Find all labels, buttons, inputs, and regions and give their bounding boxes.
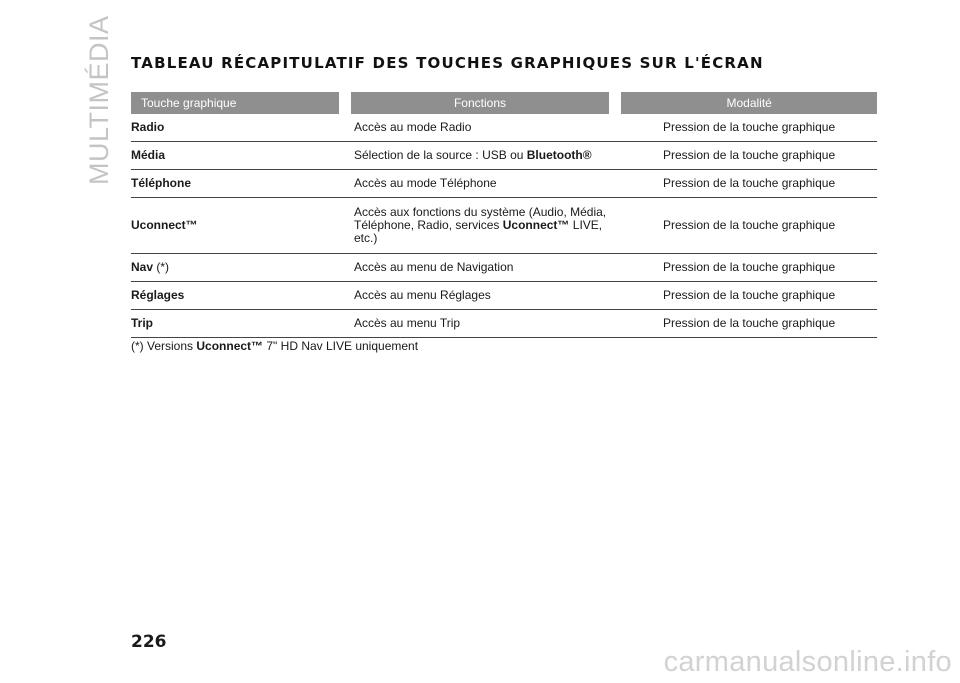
function-cell bbox=[354, 317, 663, 330]
function-bold: Bluetooth® bbox=[526, 148, 592, 162]
function-cell bbox=[354, 289, 663, 302]
footnote-suffix: 7" HD Nav LIVE uniquement bbox=[263, 339, 419, 353]
page-title: TABLEAU RÉCAPITULATIF DES TOUCHES GRAPHIQUES SUR L'ÉCRAN bbox=[131, 54, 764, 72]
modality-cell: Pression de la touche graphique bbox=[663, 316, 836, 330]
footnote bbox=[131, 339, 418, 353]
function-cell bbox=[354, 206, 663, 245]
function-line: Accès aux fonctions du système (Audio, Média, bbox=[354, 205, 607, 219]
key-cell bbox=[131, 177, 354, 190]
function-text: Accès au menu de Navigation bbox=[354, 260, 514, 274]
header-touche: Touche graphique bbox=[131, 92, 339, 114]
modality-cell: Pression de la touche graphique bbox=[663, 176, 836, 190]
header-modalite: Modalité bbox=[621, 92, 877, 114]
key-label: Réglages bbox=[131, 288, 185, 302]
function-cell bbox=[354, 177, 663, 190]
key-label: Trip bbox=[131, 316, 154, 330]
function-text: Accès au mode Téléphone bbox=[354, 176, 497, 190]
key-label: Téléphone bbox=[131, 176, 192, 190]
table-row bbox=[131, 142, 877, 170]
table-row bbox=[131, 310, 877, 338]
key-label: Média bbox=[131, 148, 166, 162]
function-bold: Uconnect™ bbox=[502, 218, 570, 232]
key-label: Radio bbox=[131, 120, 165, 134]
table-row bbox=[131, 170, 877, 198]
page-number: 226 bbox=[131, 632, 167, 652]
key-cell bbox=[131, 261, 354, 274]
function-tail: LIVE, bbox=[569, 218, 603, 232]
modality-cell: Pression de la touche graphique bbox=[663, 260, 836, 274]
function-line bbox=[354, 219, 663, 232]
function-line: etc.) bbox=[354, 231, 378, 245]
footnote-prefix: (*) Versions bbox=[131, 339, 197, 353]
key-cell bbox=[131, 317, 354, 330]
table-row bbox=[131, 254, 877, 282]
key-label: Uconnect™ bbox=[131, 218, 198, 232]
key-cell bbox=[131, 149, 354, 162]
modality-cell: Pression de la touche graphique bbox=[663, 288, 836, 302]
watermark: carmanualsonline.info bbox=[663, 646, 952, 678]
function-text: Accès au menu Trip bbox=[354, 316, 461, 330]
summary-table bbox=[131, 92, 877, 338]
table-row bbox=[131, 282, 877, 310]
section-tab: MULTIMÉDIA bbox=[84, 15, 114, 185]
function-cell bbox=[354, 261, 663, 274]
function-text: Sélection de la source : USB ou bbox=[354, 148, 527, 162]
key-suffix: (*) bbox=[153, 260, 170, 274]
function-text: Accès au menu Réglages bbox=[354, 288, 491, 302]
header-fonctions: Fonctions bbox=[351, 92, 610, 114]
key-cell bbox=[131, 121, 354, 134]
modality-cell: Pression de la touche graphique bbox=[663, 218, 836, 232]
modality-cell: Pression de la touche graphique bbox=[663, 120, 836, 134]
modality-cell: Pression de la touche graphique bbox=[663, 148, 836, 162]
table-row bbox=[131, 114, 877, 142]
footnote-bold: Uconnect™ bbox=[196, 339, 264, 353]
function-text: Accès au mode Radio bbox=[354, 120, 472, 134]
key-cell bbox=[131, 289, 354, 302]
table-header bbox=[131, 92, 877, 114]
function-cell bbox=[354, 121, 663, 134]
key-cell bbox=[131, 219, 354, 232]
function-text: Téléphone, Radio, services bbox=[354, 218, 503, 232]
table-row bbox=[131, 198, 877, 254]
function-cell bbox=[354, 149, 663, 162]
key-label: Nav bbox=[131, 260, 154, 274]
